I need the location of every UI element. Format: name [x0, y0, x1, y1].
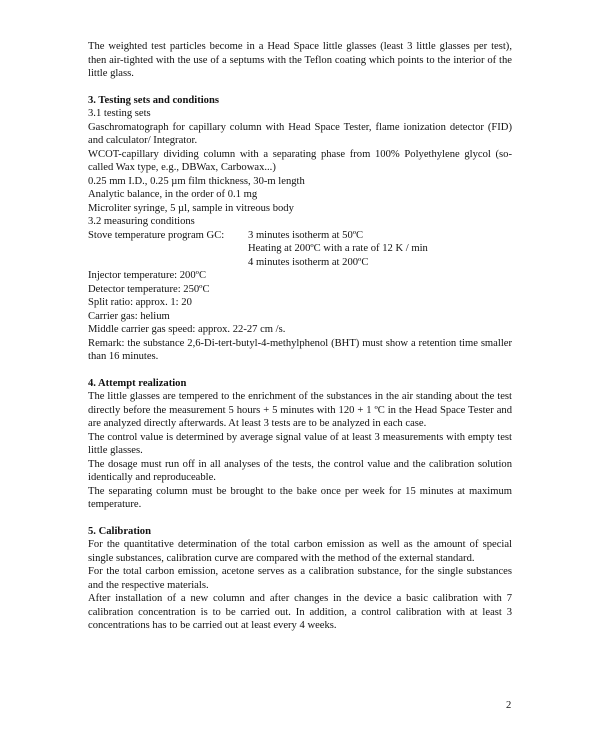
program-label: Stove temperature program GC:: [88, 229, 225, 241]
subsection-3-1-heading: 3.1 testing sets: [88, 108, 151, 119]
detector-temperature: Detector temperature: 250ºC: [88, 283, 210, 295]
program-step-3: 4 minutes isotherm at 200ºC: [248, 256, 369, 268]
injector-temperature: Injector temperature: 200ºC: [88, 270, 207, 281]
carrier-gas-speed: Middle carrier gas speed: approx. 22-27 cm /s.: [88, 324, 286, 335]
gc-description: Gaschromatograph for capillary column with Head Space Tester, flame ionization detector (FID) and calculator/ Integrator.: [88, 121, 512, 146]
realization-paragraph-4: The separating column must be brought to the bake once per week for 15 minutes at maximum temperature.: [88, 485, 512, 510]
document-page: [88, 40, 512, 633]
program-step-1: 3 minutes isotherm at 50ºC: [248, 229, 364, 241]
program-step-2: Heating at 200ºC with a rate of 12 K / min: [248, 243, 428, 254]
page-number: 2: [506, 700, 512, 711]
calibration-paragraph-3: After installation of a new column and after changes in the device a basic calibration with 7 calibration concentration is to be carried out. In addition, a control calibration with at least 3 concentrations has to be carried out at least every 4 weeks.: [88, 593, 512, 631]
bht-remark: Remark: the substance 2,6-Di-tert-butyl-4-methylphenol (BHT) must show a retention time smaller than 16 minutes.: [88, 337, 512, 362]
subsection-3-2-heading: 3.2 measuring conditions: [88, 216, 195, 227]
calibration-paragraph-1: For the quantitative determination of the total carbon emission as well as the amount of special single substances, calibration curve are compared with the method of the external standard.: [88, 539, 512, 564]
wcot-description: WCOT-capillary dividing column with a separating phase from 100% Polyethylene glycol (so-called Wax type, e.g., DBWax, Carbowax...): [88, 148, 512, 173]
syringe-spec: Microliter syringe, 5 µl, sample in vitreous body: [88, 202, 294, 214]
stove-temperature-program: [88, 229, 512, 270]
balance-spec: Analytic balance, in the order of 0.1 mg: [88, 189, 258, 200]
calibration-paragraph-2: For the total carbon emission, acetone serves as a calibration substance, for the single substances and the respective materials.: [88, 566, 512, 591]
split-ratio: Split ratio: approx. 1: 20: [88, 297, 192, 308]
section-4-heading: 4. Attempt realization: [88, 377, 187, 389]
film-spec: 0.25 mm I.D., 0.25 µm film thickness, 30-m length: [88, 175, 305, 187]
realization-paragraph-2: The control value is determined by average signal value of at least 3 measurements with empty test little glasses.: [88, 431, 512, 456]
realization-paragraph-3: The dosage must run off in all analyses of the tests, the control value and the calibration solution identically and reproduceable.: [88, 458, 512, 483]
section-3-heading: 3. Testing sets and conditions: [88, 94, 219, 106]
realization-paragraph-1: The little glasses are tempered to the enrichment of the substances in the air standing about the test directly before the measurement 5 hours + 5 minutes with 120 + 1 ºC in the Head Space Tester and are analyzed directly afterwards. At least 3 tests are to be analyzed in each case.: [88, 391, 512, 429]
carrier-gas: Carrier gas: helium: [88, 310, 170, 322]
section-5-heading: 5. Calibration: [88, 525, 151, 537]
section-testing-sets: [88, 94, 512, 364]
section-attempt-realization: [88, 377, 512, 512]
intro-paragraph: The weighted test particles become in a Head Space little glasses (least 3 little glasses per test), then air-tighted with the use of a septums with the Teflon coating which points to the interior of the little glass.: [88, 41, 512, 79]
section-calibration: [88, 525, 512, 633]
